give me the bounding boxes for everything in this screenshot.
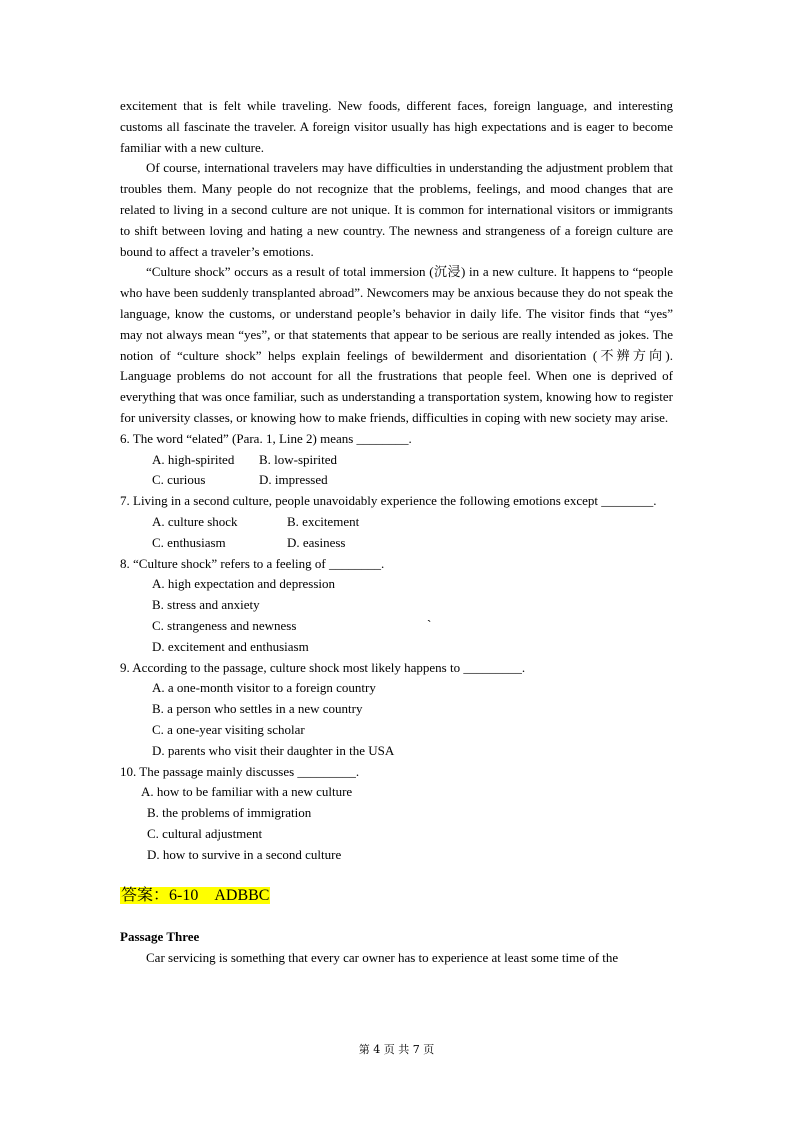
question-7-option-c: C. enthusiasm [152,534,226,550]
question-10-option-b: B. the problems of immigration [147,805,312,821]
question-6-options-row-2 [120,470,673,491]
passage-paragraph-3: “Culture shock” occurs as a result of total immersion (沉浸) in a new culture. It happens to “people who have been suddenly transplanted abroad”. Newcomers may be anxious because they do not speak the language, know the customs, or understand people’s behavior in daily life. The visitor finds that “yes” may not always mean “yes”, or that statements that appear to be serious are really intended as jokes. The notion of “culture shock” helps explain feelings of bewilderment and disorientation (不辨方向). Language problems do not account for all the frustrations that people feel. When one is deprived of everything that was once familiar, such as understanding a transportation system, knowing how to register for university classes, or knowing how to make friends, difficulties in coping with new society may arise. [120,264,673,425]
question-8-option-a: A. high expectation and depression [152,576,336,592]
question-6-stem: 6. The word “elated” (Para. 1, Line 2) means ________. [120,430,412,446]
question-8-stem: 8. “Culture shock” refers to a feeling of ________. [120,555,385,571]
question-6-option-c: C. curious [152,472,206,488]
question-9-option-a: A. a one-month visitor to a foreign country [152,680,376,696]
question-9-option-b: B. a person who settles in a new country [152,701,363,717]
question-8-option-b: B. stress and anxiety [152,597,260,613]
question-7-option-d: D. easiness [287,534,346,550]
answer-key [120,885,673,907]
question-6-option-b: B. low-spirited [259,451,337,467]
passage-paragraph-1: excitement that is felt while traveling. New foods, different faces, foreign language, and interesting customs all fascinate the traveler. A foreign visitor usually has high expectations and is eager to become familiar with a new culture. [120,98,673,155]
passage-paragraph-2: Of course, international travelers may have difficulties in understanding the adjustment problem that troubles them. Many people do not recognize that the problems, feelings, and mood changes that are related to living in a second culture are not unique. It is common for international visitors or immigrants to shift between loving and hating a new country. The newness and strangeness of a foreign culture are bound to affect a traveler’s emotions. [120,160,673,259]
question-6-option-d: D. impressed [259,472,328,488]
question-7-options-row-1 [120,512,673,533]
question-10-option-a: A. how to be familiar with a new culture [141,784,353,800]
answer-key-highlight: 答案：6-10 ADBBC [121,887,270,905]
question-6-option-a: A. high-spirited [152,451,235,467]
question-7-option-a: A. culture shock [152,513,238,529]
question-6-options-row-1 [120,450,673,471]
question-9-option-d: D. parents who visit their daughter in the USA [152,742,395,758]
page-footer: 第 4 页 共 7 页 [358,1043,435,1056]
question-9-option-c: C. a one-year visiting scholar [152,721,305,737]
document-page [120,96,673,969]
question-9-stem: 9. According to the passage, culture shock most likely happens to _________. [120,659,526,675]
question-7-stem: 7. Living in a second culture, people unavoidably experience the following emotions except ________. [120,493,657,509]
question-8-option-c: C. strangeness and newness [152,617,297,633]
passage-three-first-line: Car servicing is something that every car owner has to experience at least some time of the [146,950,619,966]
question-10-option-c: C. cultural adjustment [147,825,263,841]
question-8-option-d: D. excitement and enthusiasm [152,638,309,654]
stray-mark: ` [427,617,432,632]
question-10-stem: 10. The passage mainly discusses _________. [120,763,360,779]
passage-three-title: Passage Three [120,929,200,945]
question-10-option-d: D. how to survive in a second culture [147,846,342,862]
question-7-option-b: B. excitement [287,513,360,529]
question-7-options-row-2 [120,533,673,554]
